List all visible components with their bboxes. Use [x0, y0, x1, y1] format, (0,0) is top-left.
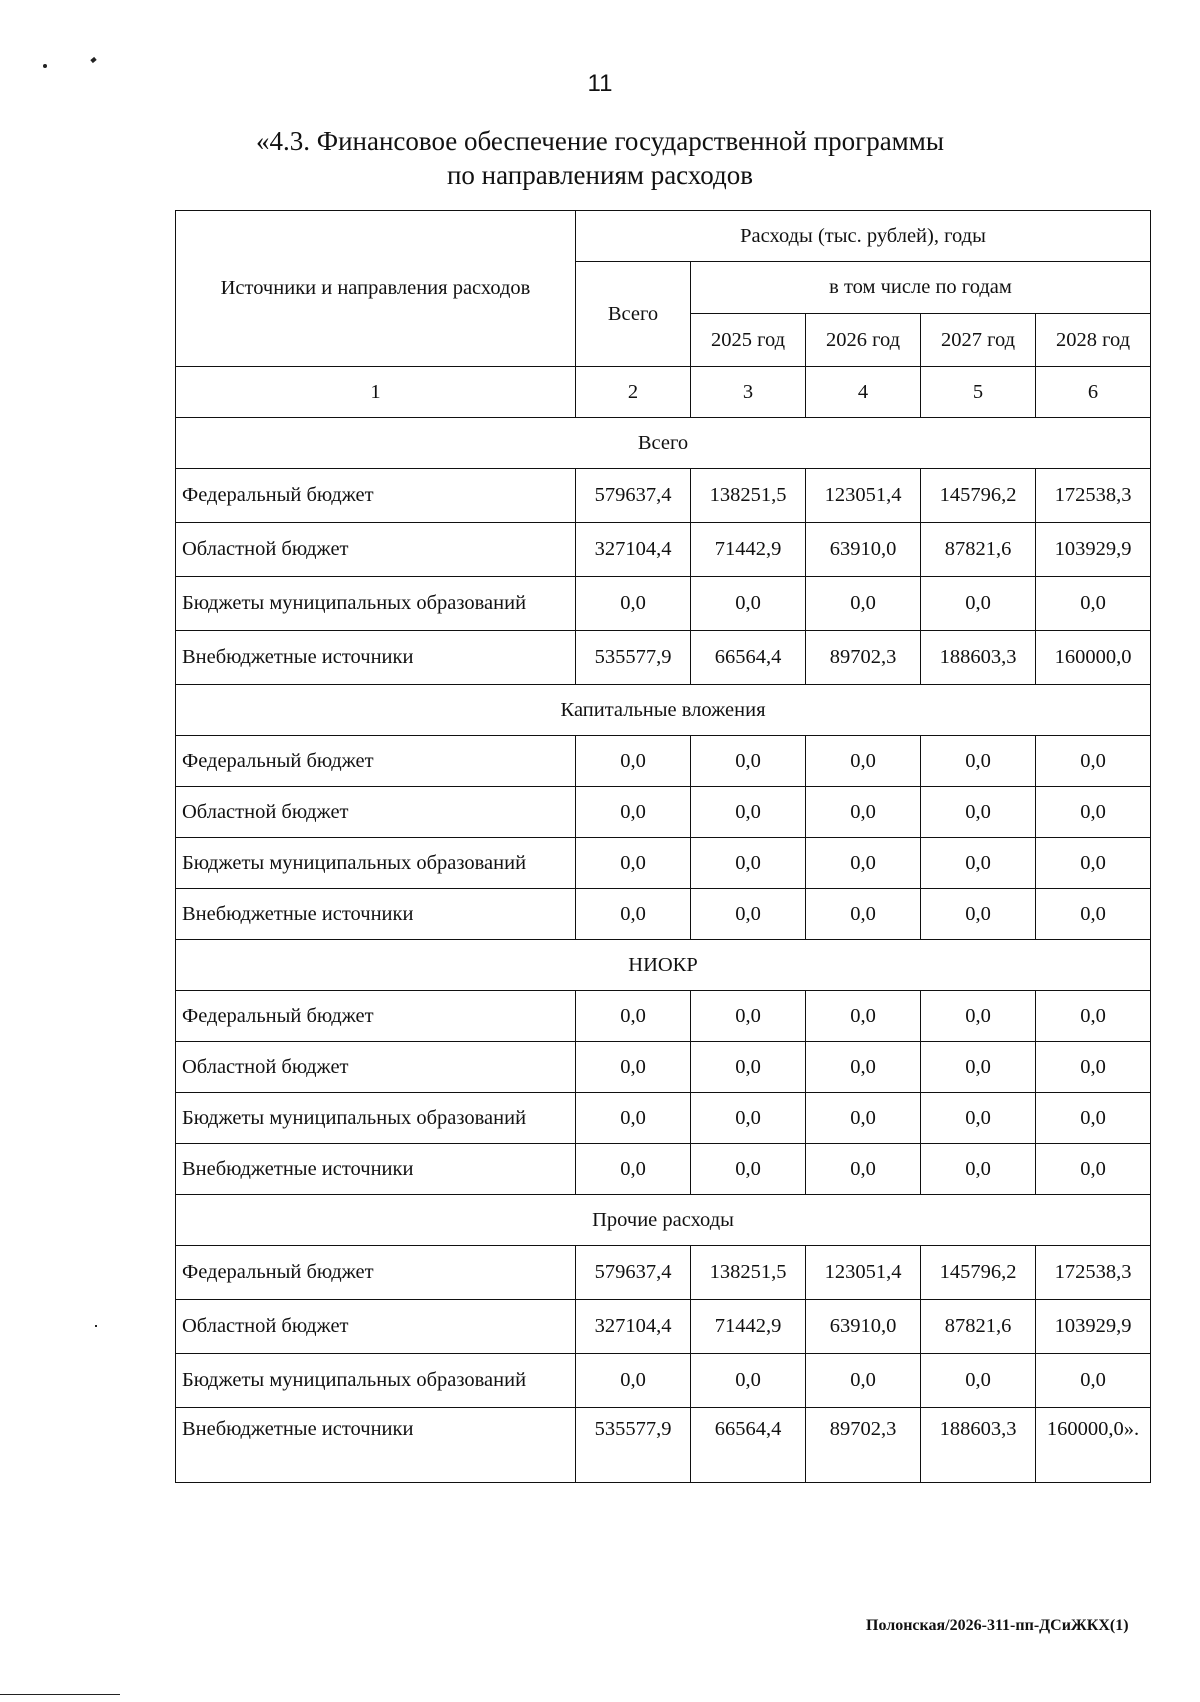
column-index: 4 [806, 367, 921, 418]
table-row [176, 1093, 1151, 1144]
value-cell: 0,0 [576, 1144, 691, 1195]
row-label: Федеральный бюджет [176, 736, 576, 787]
value-cell: 0,0 [921, 1093, 1036, 1144]
value-cell: 123051,4 [806, 469, 921, 523]
value-cell: 172538,3 [1036, 1246, 1151, 1300]
value-cell: 188603,3 [921, 631, 1036, 685]
header-year: 2028 год [1036, 314, 1151, 367]
value-cell: 71442,9 [691, 523, 806, 577]
title-line-2: по направлениям расходов [446, 160, 753, 190]
value-cell: 160000,0 [1036, 631, 1151, 685]
section-row [176, 1195, 1151, 1246]
value-cell: 0,0 [806, 991, 921, 1042]
value-cell: 0,0 [806, 889, 921, 940]
table-row [176, 1144, 1151, 1195]
row-label: Внебюджетные источники [176, 631, 576, 685]
row-label: Внебюджетные источники [176, 889, 576, 940]
value-cell: 0,0 [1036, 736, 1151, 787]
row-label: Бюджеты муниципальных образований [176, 1354, 576, 1408]
value-cell: 535577,9 [576, 631, 691, 685]
header-year: 2027 год [921, 314, 1036, 367]
value-cell: 87821,6 [921, 523, 1036, 577]
column-index: 5 [921, 367, 1036, 418]
value-cell: 188603,3 [921, 1408, 1036, 1483]
column-index-row [176, 367, 1151, 418]
value-cell: 87821,6 [921, 1300, 1036, 1354]
value-cell: 160000,0». [1036, 1408, 1151, 1483]
row-label: Бюджеты муниципальных образований [176, 1093, 576, 1144]
scan-speck [90, 57, 96, 63]
value-cell: 0,0 [806, 838, 921, 889]
table-row [176, 736, 1151, 787]
value-cell: 0,0 [691, 1042, 806, 1093]
document-reference: Полонская/2026-311-пп-ДСиЖКХ(1) [866, 1617, 1129, 1634]
row-label: Областной бюджет [176, 523, 576, 577]
value-cell: 89702,3 [806, 631, 921, 685]
value-cell: 103929,9 [1036, 1300, 1151, 1354]
value-cell: 0,0 [576, 1093, 691, 1144]
section-title: Всего [176, 418, 1151, 469]
page-number: 11 [587, 70, 613, 97]
row-label: Бюджеты муниципальных образований [176, 838, 576, 889]
value-cell: 0,0 [691, 577, 806, 631]
value-cell: 103929,9 [1036, 523, 1151, 577]
value-cell: 0,0 [691, 889, 806, 940]
value-cell: 0,0 [1036, 1093, 1151, 1144]
value-cell: 123051,4 [806, 1246, 921, 1300]
value-cell: 0,0 [576, 787, 691, 838]
row-label: Областной бюджет [176, 1300, 576, 1354]
section-row [176, 940, 1151, 991]
value-cell: 145796,2 [921, 469, 1036, 523]
table-row [176, 1042, 1151, 1093]
section-title: НИОКР [176, 940, 1151, 991]
value-cell: 0,0 [1036, 838, 1151, 889]
value-cell: 71442,9 [691, 1300, 806, 1354]
value-cell: 0,0 [576, 889, 691, 940]
value-cell: 0,0 [576, 1354, 691, 1408]
table-row [176, 991, 1151, 1042]
value-cell: 0,0 [1036, 889, 1151, 940]
value-cell: 0,0 [1036, 1042, 1151, 1093]
value-cell: 0,0 [576, 577, 691, 631]
value-cell: 89702,3 [806, 1408, 921, 1483]
column-index: 1 [176, 367, 576, 418]
value-cell: 0,0 [806, 1093, 921, 1144]
table-row [176, 577, 1151, 631]
page-title [0, 124, 1200, 192]
value-cell: 0,0 [691, 736, 806, 787]
value-cell: 63910,0 [806, 1300, 921, 1354]
value-cell: 0,0 [576, 1042, 691, 1093]
value-cell: 0,0 [691, 838, 806, 889]
table-row [176, 889, 1151, 940]
value-cell: 0,0 [921, 991, 1036, 1042]
value-cell: 172538,3 [1036, 469, 1151, 523]
value-cell: 0,0 [921, 787, 1036, 838]
financing-table [175, 210, 1151, 1483]
table-row [176, 1300, 1151, 1354]
value-cell: 0,0 [921, 838, 1036, 889]
row-label: Внебюджетные источники [176, 1144, 576, 1195]
header-sources: Источники и направления расходов [176, 211, 576, 367]
section-title: Прочие расходы [176, 1195, 1151, 1246]
value-cell: 535577,9 [576, 1408, 691, 1483]
value-cell: 579637,4 [576, 469, 691, 523]
value-cell: 0,0 [576, 736, 691, 787]
value-cell: 0,0 [921, 1144, 1036, 1195]
value-cell: 0,0 [921, 1042, 1036, 1093]
value-cell: 327104,4 [576, 523, 691, 577]
value-cell: 0,0 [691, 1354, 806, 1408]
value-cell: 66564,4 [691, 631, 806, 685]
table-row [176, 469, 1151, 523]
row-label: Федеральный бюджет [176, 469, 576, 523]
section-row [176, 418, 1151, 469]
value-cell: 579637,4 [576, 1246, 691, 1300]
value-cell: 138251,5 [691, 469, 806, 523]
section-row [176, 685, 1151, 736]
value-cell: 145796,2 [921, 1246, 1036, 1300]
value-cell: 0,0 [806, 577, 921, 631]
value-cell: 327104,4 [576, 1300, 691, 1354]
row-label: Внебюджетные источники [176, 1408, 576, 1483]
header-year: 2025 год [691, 314, 806, 367]
table-row [176, 523, 1151, 577]
row-label: Областной бюджет [176, 787, 576, 838]
section-title: Капитальные вложения [176, 685, 1151, 736]
title-line-1: «4.3. Финансовое обеспечение государственной программы [256, 126, 944, 156]
value-cell: 0,0 [806, 1144, 921, 1195]
header-by-years: в том числе по годам [691, 262, 1151, 314]
row-label: Областной бюджет [176, 1042, 576, 1093]
value-cell: 0,0 [806, 787, 921, 838]
column-index: 3 [691, 367, 806, 418]
value-cell: 0,0 [921, 889, 1036, 940]
value-cell: 0,0 [1036, 1354, 1151, 1408]
value-cell: 0,0 [691, 1093, 806, 1144]
value-cell: 0,0 [921, 1354, 1036, 1408]
scan-edge-line [0, 1694, 120, 1695]
table-row [176, 787, 1151, 838]
value-cell: 0,0 [806, 1042, 921, 1093]
table-row [176, 1354, 1151, 1408]
value-cell: 66564,4 [691, 1408, 806, 1483]
value-cell: 0,0 [1036, 1144, 1151, 1195]
value-cell: 0,0 [576, 838, 691, 889]
table-row [176, 1246, 1151, 1300]
value-cell: 0,0 [691, 991, 806, 1042]
table-row [176, 631, 1151, 685]
value-cell: 0,0 [691, 1144, 806, 1195]
value-cell: 0,0 [806, 1354, 921, 1408]
value-cell: 0,0 [1036, 577, 1151, 631]
scan-speck [43, 64, 47, 68]
column-index: 6 [1036, 367, 1151, 418]
table-row [176, 1408, 1151, 1483]
value-cell: 138251,5 [691, 1246, 806, 1300]
value-cell: 0,0 [1036, 787, 1151, 838]
row-label: Федеральный бюджет [176, 1246, 576, 1300]
scan-speck [95, 1325, 97, 1327]
header-expenses: Расходы (тыс. рублей), годы [576, 211, 1151, 262]
value-cell: 63910,0 [806, 523, 921, 577]
row-label: Бюджеты муниципальных образований [176, 577, 576, 631]
value-cell: 0,0 [691, 787, 806, 838]
value-cell: 0,0 [1036, 991, 1151, 1042]
table-body [176, 367, 1151, 1483]
value-cell: 0,0 [576, 991, 691, 1042]
value-cell: 0,0 [921, 736, 1036, 787]
value-cell: 0,0 [806, 736, 921, 787]
row-label: Федеральный бюджет [176, 991, 576, 1042]
header-year: 2026 год [806, 314, 921, 367]
column-index: 2 [576, 367, 691, 418]
table-row [176, 838, 1151, 889]
header-total: Всего [576, 262, 691, 367]
value-cell: 0,0 [921, 577, 1036, 631]
